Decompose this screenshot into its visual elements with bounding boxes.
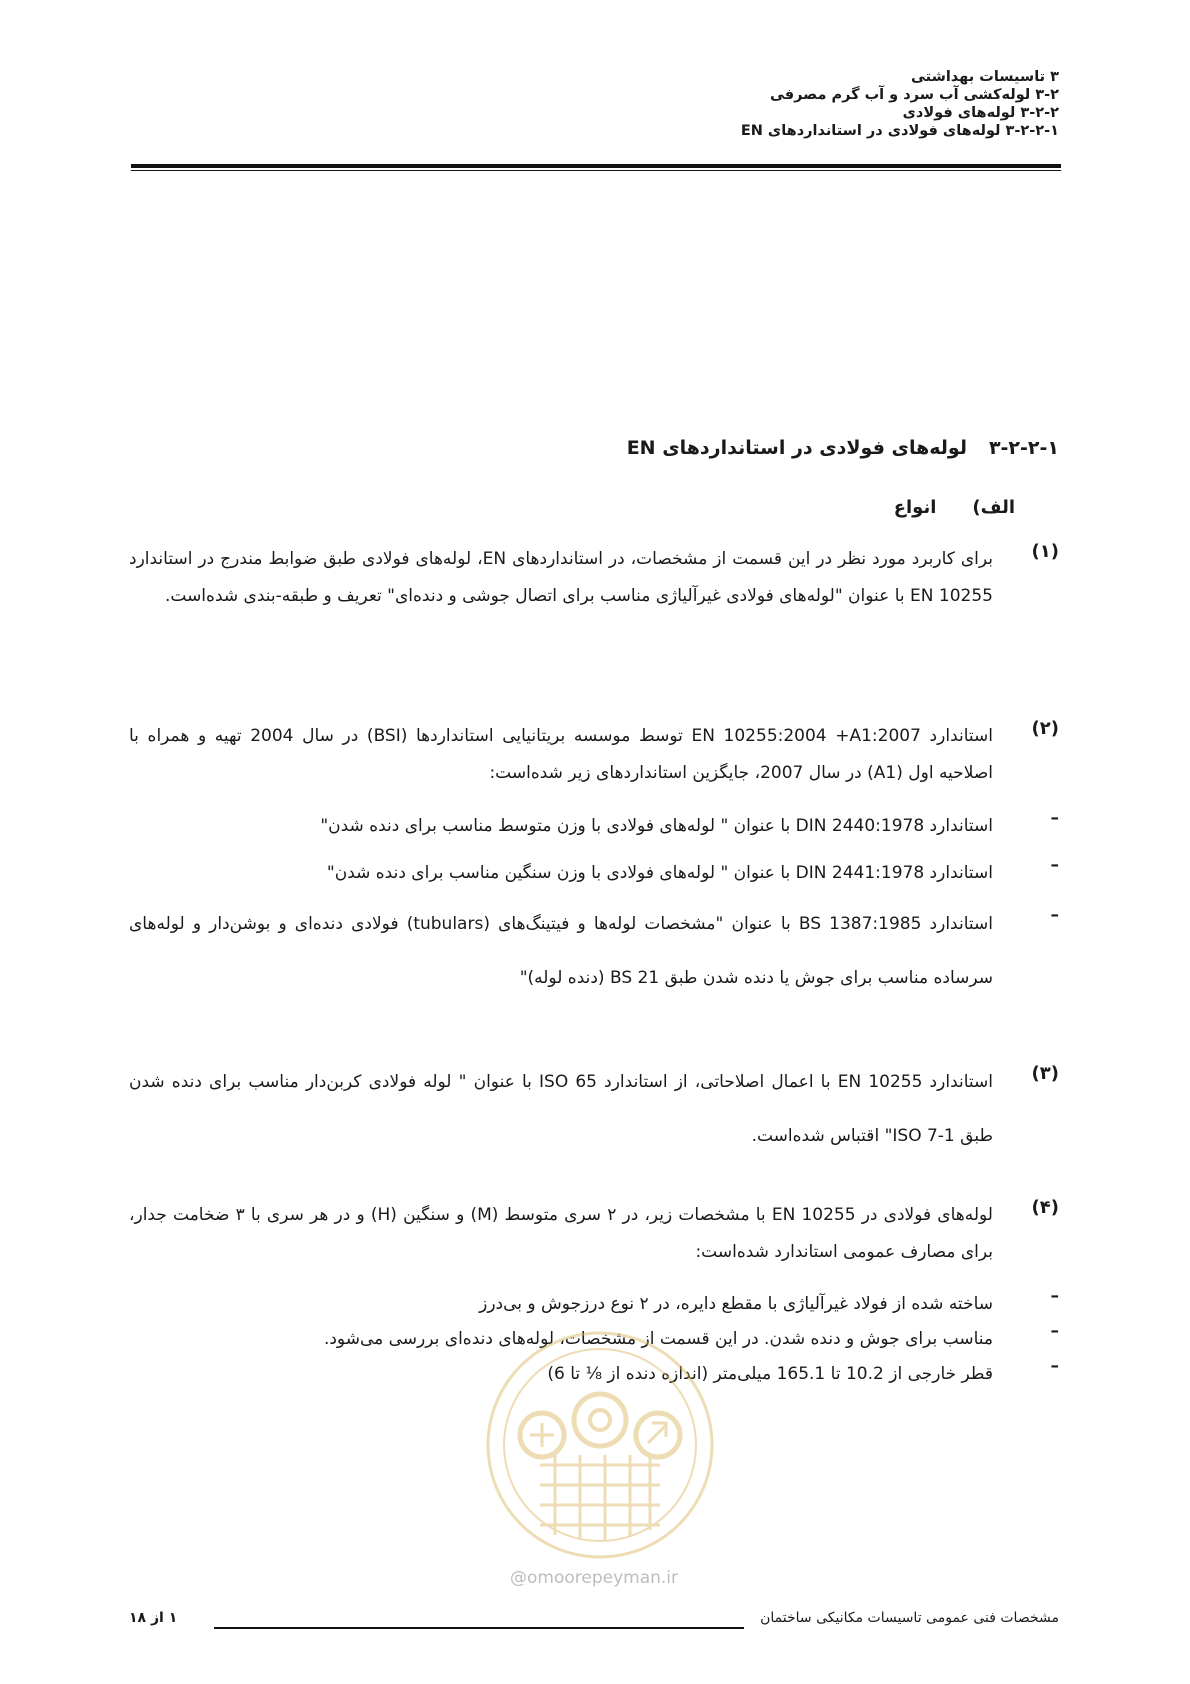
header-divider-thin xyxy=(131,170,1061,171)
paragraph-text: برای کاربرد مورد نظر در این قسمت از مشخصات، در استانداردهای EN، لوله‌های فولادی طبق ضوابط مندرج در استاندارد EN 10255 با عنوان "لوله‌های فولادی غیرآلیاژی مناسب برای اتصال جوشی و دنده‌ای" تعریف و طبقه-بندی شده‌است. xyxy=(129,549,993,606)
section-heading xyxy=(627,437,1059,459)
list-item xyxy=(129,855,1059,892)
paragraph-text: لوله‌های فولادی در EN 10255 با مشخصات زیر، در ۲ سری متوسط (M) و سنگین (H) و در هر سری با ۳ ضخامت جدار، برای مصارف عمومی استاندارد شده‌است: xyxy=(129,1205,993,1262)
list-item-text: استاندارد BS 1387:1985 با عنوان "مشخصات لوله‌ها و فیتینگ‌های (tubulars) فولادی دنده‌ای و بوشن‌دار و لوله‌های سرساده مناسب برای جوش یا دنده شدن طبق BS 21 (دنده لوله)" xyxy=(129,914,993,988)
bullet-dash: – xyxy=(1050,808,1059,828)
paragraph-3 xyxy=(129,1063,1059,1163)
paragraph-number: (۱) xyxy=(1031,541,1059,562)
list-item-text: قطر خارجی از 10.2 تا 165.1 میلی‌متر (اندازه دنده از ⅛ تا 6) xyxy=(547,1364,993,1384)
section-title-text: لوله‌های فولادی در استانداردهای EN xyxy=(626,437,967,459)
watermark-site: @omoorepeyman.ir xyxy=(510,1568,679,1588)
bullet-dash: – xyxy=(1050,905,1059,925)
paragraph-number: (۲) xyxy=(1031,718,1059,739)
paragraph-1 xyxy=(129,541,1059,615)
list-item-text: استاندارد DIN 2440:1978 با عنوان " لوله‌های فولادی با وزن متوسط مناسب برای دنده شدن" xyxy=(320,816,993,836)
subsection-title-text: انواع xyxy=(893,497,937,518)
section-number: ۳-۲-۲-۱ xyxy=(988,437,1059,459)
list-item-text: مناسب برای جوش و دنده شدن. در این قسمت از مشخصات، لوله‌های دنده‌ای بررسی می‌شود. xyxy=(323,1329,993,1349)
header-divider-thick xyxy=(131,164,1061,168)
list-item-text: استاندارد DIN 2441:1978 با عنوان " لوله‌های فولادی با وزن سنگین مناسب برای دنده شدن" xyxy=(326,863,993,883)
paragraph-text: استاندارد EN 10255:2004 +A1:2007 توسط موسسه بریتانیایی استانداردها (BSI) در سال 2004 تهیه و همراه با اصلاحیه اول (A1) در سال 2007، جایگزین استانداردهای زیر شده‌است: xyxy=(129,726,993,783)
list-item xyxy=(129,905,1059,1005)
subsection-heading xyxy=(894,497,1015,518)
list-item xyxy=(129,1286,1059,1323)
running-header xyxy=(129,68,1059,140)
list-item xyxy=(129,808,1059,845)
footer-divider xyxy=(214,1627,744,1629)
bullet-dash: – xyxy=(1050,1286,1059,1306)
paragraph-number: (۳) xyxy=(1031,1063,1059,1084)
subsection-letter: الف) xyxy=(972,497,1015,518)
paragraph-text: استاندارد EN 10255 با اعمال اصلاحاتی، از استاندارد ISO 65 با عنوان " لوله فولادی کربن‌دار مناسب برای دنده شدن طبق ISO 7-1" اقتباس شده‌است. xyxy=(129,1072,993,1146)
bullet-dash: – xyxy=(1050,1321,1059,1341)
header-line-section: ۳-۲ لوله‌کشی آب سرد و آب گرم مصرفی xyxy=(769,87,1059,103)
header-line-subsection: ۳-۲-۲ لوله‌های فولادی xyxy=(902,105,1059,121)
watermark-seal-icon xyxy=(480,1325,720,1565)
list-item-text: ساخته شده از فولاد غیرآلیاژی با مقطع دایره، در ۲ نوع درزجوش و بی‌درز xyxy=(479,1294,993,1314)
page-number: ۱ از ۱۸ xyxy=(129,1610,178,1626)
header-line-topic: ۳-۲-۲-۱ لوله‌های فولادی در استانداردهای EN xyxy=(740,123,1059,139)
bullet-dash: – xyxy=(1050,1356,1059,1376)
paragraph-number: (۴) xyxy=(1031,1197,1059,1218)
bullet-dash: – xyxy=(1050,855,1059,875)
page-footer xyxy=(129,1610,1059,1634)
footer-title: مشخصات فنی عمومی تاسیسات مکانیکی ساختمان xyxy=(760,1610,1059,1626)
header-line-chapter: ۳ تاسیسات بهداشتی xyxy=(910,69,1059,85)
paragraph-4 xyxy=(129,1197,1059,1271)
paragraph-2 xyxy=(129,718,1059,792)
